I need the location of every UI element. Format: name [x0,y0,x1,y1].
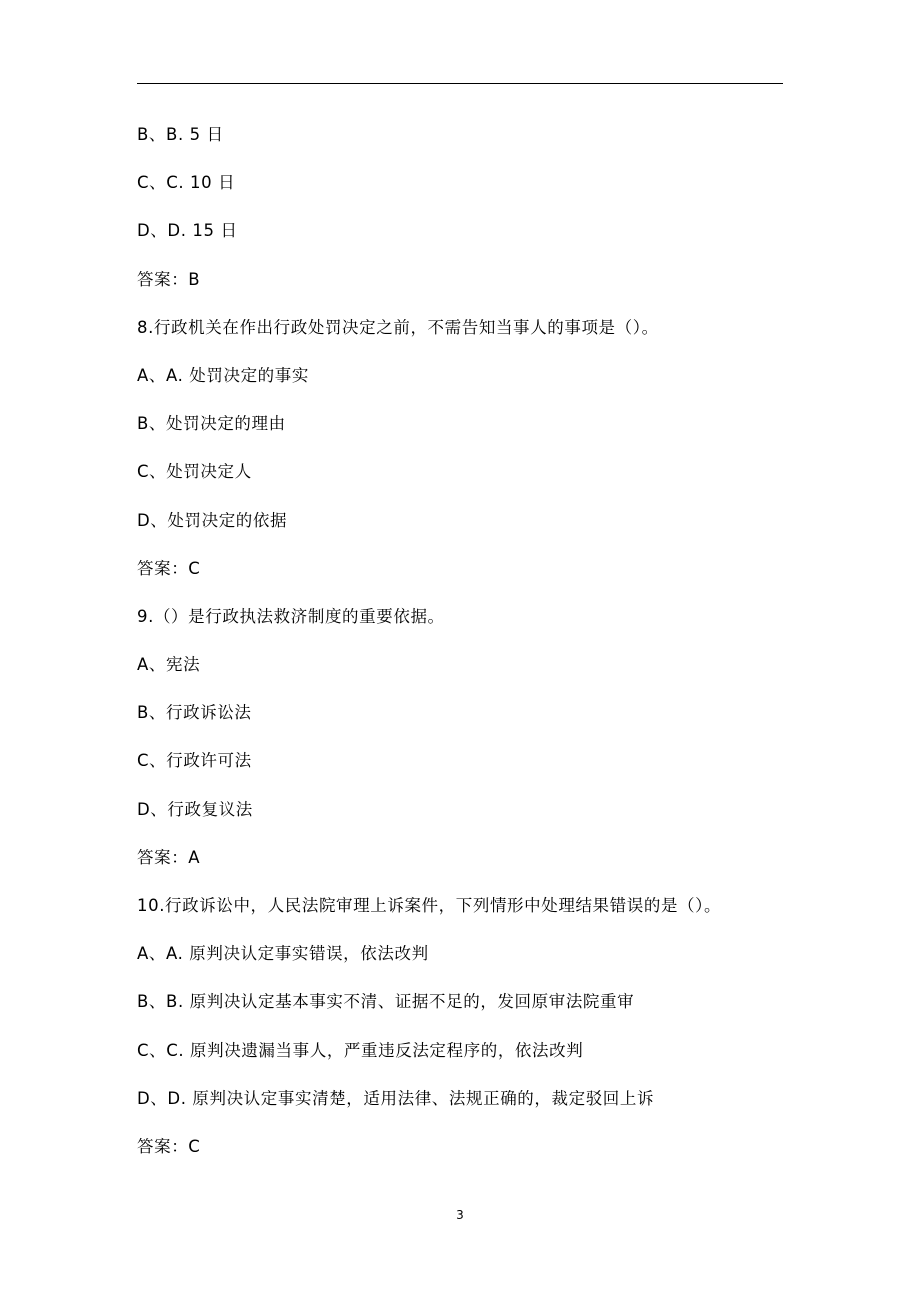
page-number: 3 [456,1208,464,1222]
document-content [137,122,797,1182]
header-rule [137,83,783,84]
answer-line: 答案：C [137,558,201,578]
option-line: D、D. 原判决认定事实清楚，适用法律、法规正确的，裁定驳回上诉 [137,1088,655,1108]
question-line: 8.行政机关在作出行政处罚决定之前，不需告知当事人的事项是（）。 [137,317,659,337]
option-line: C、C. 原判决遗漏当事人，严重违反法定程序的，依法改判 [137,1040,584,1060]
answer-line: 答案：C [137,1136,201,1156]
option-line: A、宪法 [137,655,201,675]
answer-line: 答案：B [137,269,201,289]
option-line: D、D. 15 日 [137,221,238,241]
option-line: D、处罚决定的依据 [137,510,288,530]
option-line: B、B. 5 日 [137,125,224,144]
option-line: A、A. 原判决认定事实错误，依法改判 [137,944,429,964]
option-line: B、行政诉讼法 [137,703,252,723]
option-line: D、行政复议法 [137,799,253,819]
option-line: C、C. 10 日 [137,173,236,193]
option-line: B、B. 原判决认定基本事实不清、证据不足的，发回原审法院重审 [137,992,635,1012]
question-line: 9.（）是行政执法救济制度的重要依据。 [137,606,445,626]
option-line: A、A. 处罚决定的事实 [137,365,309,385]
answer-line: 答案：A [137,847,201,867]
option-line: C、处罚决定人 [137,462,252,482]
option-line: C、行政许可法 [137,751,252,771]
option-line: B、处罚决定的理由 [137,414,286,434]
question-line: 10.行政诉讼中，人民法院审理上诉案件，下列情形中处理结果错误的是（）。 [137,896,722,915]
